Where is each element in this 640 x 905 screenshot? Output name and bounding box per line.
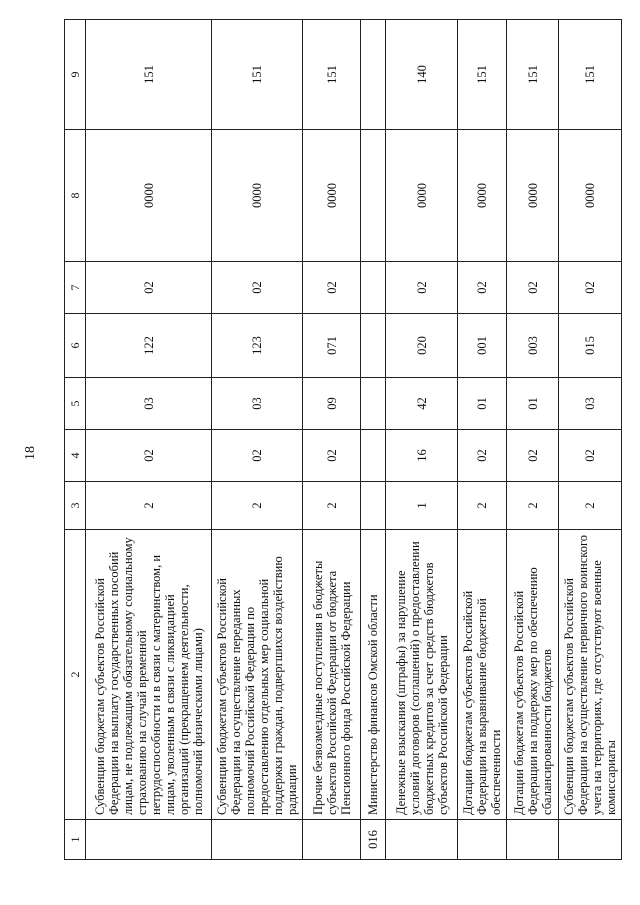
code-cell: 2 [458,482,507,530]
code-cell: 01 [458,378,507,430]
code-cell: 02 [212,430,303,482]
description-cell: Субвенции бюджетам субъектов Российской Федерации на осуществление первичного воинского учета на территориях, где отсутствуют военные комиссариаты [559,530,622,820]
code-cell: 02 [458,262,507,314]
code-cell: 1 [386,482,458,530]
code-cell: 2 [507,482,559,530]
code-cell: 09 [303,378,361,430]
description-cell: Министерство финансов Омской области [361,530,386,820]
admin-code-cell [212,820,303,860]
table-row [212,20,303,860]
code-cell: 0000 [86,130,212,262]
admin-code-cell: 016 [361,820,386,860]
page-number: 18 [23,446,38,460]
table-row [458,20,507,860]
code-cell: 2 [212,482,303,530]
admin-code-cell [507,820,559,860]
table-row [361,20,386,860]
table-row [559,20,622,860]
code-cell: 2 [559,482,622,530]
code-cell: 0000 [303,130,361,262]
code-cell: 02 [303,262,361,314]
code-cell: 16 [386,430,458,482]
code-cell: 003 [507,314,559,378]
code-cell: 151 [507,20,559,130]
code-cell: 03 [212,378,303,430]
code-cell [361,378,386,430]
code-cell: 02 [86,430,212,482]
code-cell: 0000 [386,130,458,262]
code-cell: 02 [303,430,361,482]
column-header: 7 [65,262,86,314]
column-header: 9 [65,20,86,130]
description-cell: Дотации бюджетам субъектов Российской Федерации на выравнивание бюджетной обеспеченности [458,530,507,820]
rotated-table-container [64,20,618,860]
code-cell: 0000 [507,130,559,262]
code-cell: 071 [303,314,361,378]
column-header: 5 [65,378,86,430]
header-row [65,20,86,860]
description-cell: Субвенции бюджетам субъектов Российской Федерации на осуществление переданных полномочий Российской Федерации по предоставлению отдельных мер социальной поддержки граждан, подвергшихся воздействию радиации [212,530,303,820]
code-cell [361,262,386,314]
code-cell: 02 [458,430,507,482]
code-cell [361,314,386,378]
code-cell: 03 [559,378,622,430]
code-cell: 123 [212,314,303,378]
description-cell: Дотации бюджетам субъектов Российской Федерации на поддержку мер по обеспечению сбалансированности бюджетов [507,530,559,820]
code-cell: 03 [86,378,212,430]
column-header: 6 [65,314,86,378]
code-cell: 42 [386,378,458,430]
code-cell [361,130,386,262]
admin-code-cell [386,820,458,860]
admin-code-cell [458,820,507,860]
code-cell: 02 [559,430,622,482]
code-cell: 0000 [212,130,303,262]
code-cell: 151 [86,20,212,130]
code-cell: 122 [86,314,212,378]
column-header: 4 [65,430,86,482]
admin-code-cell [303,820,361,860]
code-cell: 02 [386,262,458,314]
column-header: 8 [65,130,86,262]
code-cell [361,20,386,130]
description-cell: Субвенции бюджетам субъектов Российской Федерации на выплату государственных пособий лицам, не подлежащим обязательному социальному страхованию на случай временной нетрудоспособности и в связи с материнством, и лицам, уволенным в связи с ликвидацией организаций (прекращением деятельности, полномочий физическими лицами) [86,530,212,820]
description-cell: Прочие безвозмездные поступления в бюджеты субъектов Российской Федерации от бюджета Пенсионного фонда Российской Федерации [303,530,361,820]
table-row [386,20,458,860]
code-cell: 020 [386,314,458,378]
code-cell: 151 [458,20,507,130]
code-cell: 2 [303,482,361,530]
code-cell [361,482,386,530]
code-cell: 02 [507,430,559,482]
table-row [303,20,361,860]
column-header: 3 [65,482,86,530]
code-cell [361,430,386,482]
code-cell: 0000 [458,130,507,262]
column-header: 1 [65,820,86,860]
code-cell: 140 [386,20,458,130]
code-cell: 02 [212,262,303,314]
table-row [507,20,559,860]
admin-code-cell [86,820,212,860]
code-cell: 151 [212,20,303,130]
code-cell: 151 [559,20,622,130]
description-cell: Денежные взыскания (штрафы) за нарушение условий договоров (соглашений) о предоставлении бюджетных кредитов за счет средств бюджетов субъектов Российской Федерации [386,530,458,820]
code-cell: 02 [507,262,559,314]
column-header: 2 [65,530,86,820]
code-cell: 151 [303,20,361,130]
code-cell: 015 [559,314,622,378]
code-cell: 02 [559,262,622,314]
code-cell: 0000 [559,130,622,262]
code-cell: 01 [507,378,559,430]
admin-code-cell [559,820,622,860]
table-row [86,20,212,860]
code-cell: 2 [86,482,212,530]
code-cell: 001 [458,314,507,378]
code-cell: 02 [86,262,212,314]
budget-classification-table [64,19,622,860]
